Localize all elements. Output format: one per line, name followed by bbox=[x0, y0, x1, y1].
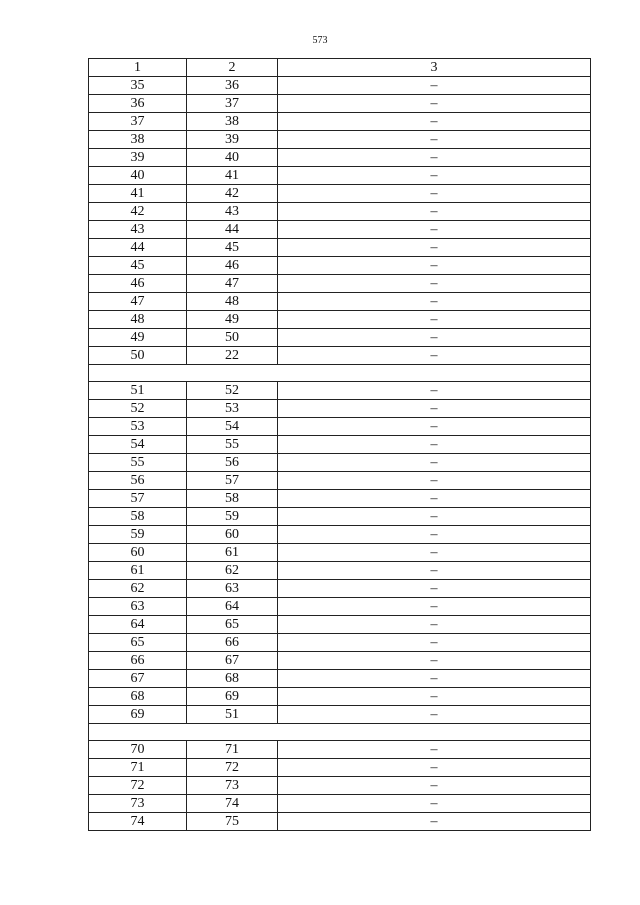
table-cell-col1: 46 bbox=[89, 275, 187, 293]
table-cell-col1: 51 bbox=[89, 382, 187, 400]
table-cell-col3: – bbox=[278, 634, 591, 652]
page-number: 573 bbox=[312, 35, 328, 46]
table-cell-col2: 52 bbox=[187, 382, 278, 400]
table-cell-col1: 58 bbox=[89, 508, 187, 526]
table-cell-col1: 36 bbox=[89, 95, 187, 113]
table-cell-col3: – bbox=[278, 167, 591, 185]
table-row bbox=[89, 149, 591, 167]
table-cell-col2: 38 bbox=[187, 113, 278, 131]
table-cell-col3: – bbox=[278, 472, 591, 490]
table-cell-col2: 57 bbox=[187, 472, 278, 490]
table-cell-col3: – bbox=[278, 329, 591, 347]
table-cell-col3: – bbox=[278, 436, 591, 454]
table-row bbox=[89, 813, 591, 831]
table-row bbox=[89, 741, 591, 759]
table-row bbox=[89, 580, 591, 598]
table-cell-col1: 69 bbox=[89, 706, 187, 724]
table-cell-col2: 41 bbox=[187, 167, 278, 185]
table-cell-col2: 68 bbox=[187, 670, 278, 688]
table-cell-col2: 60 bbox=[187, 526, 278, 544]
table-cell-col2: 62 bbox=[187, 562, 278, 580]
table-row bbox=[89, 472, 591, 490]
table-cell-col1: 63 bbox=[89, 598, 187, 616]
table-cell-col2: 63 bbox=[187, 580, 278, 598]
table-cell-col2: 75 bbox=[187, 813, 278, 831]
table-cell-col3: – bbox=[278, 149, 591, 167]
group-separator-row bbox=[89, 724, 591, 741]
table-cell-col3: – bbox=[278, 759, 591, 777]
table-cell-col3: – bbox=[278, 257, 591, 275]
table-cell-col1: 65 bbox=[89, 634, 187, 652]
table-cell-col3: – bbox=[278, 454, 591, 472]
table-cell-col3: – bbox=[278, 652, 591, 670]
table-row bbox=[89, 113, 591, 131]
table-cell-col2: 53 bbox=[187, 400, 278, 418]
table-cell-col2: 46 bbox=[187, 257, 278, 275]
table-cell-col1: 59 bbox=[89, 526, 187, 544]
table-cell-col3: – bbox=[278, 670, 591, 688]
table-cell-col1: 61 bbox=[89, 562, 187, 580]
table-cell-col2: 37 bbox=[187, 95, 278, 113]
table-cell-col2: 48 bbox=[187, 293, 278, 311]
table-cell-col2: 39 bbox=[187, 131, 278, 149]
table-cell-col2: 56 bbox=[187, 454, 278, 472]
table-row bbox=[89, 670, 591, 688]
table-cell-col3: – bbox=[278, 311, 591, 329]
table-cell-col3: – bbox=[278, 544, 591, 562]
table-row bbox=[89, 239, 591, 257]
table-cell-col2: 42 bbox=[187, 185, 278, 203]
table-cell-col2: 54 bbox=[187, 418, 278, 436]
table-cell-col3: – bbox=[278, 741, 591, 759]
table-cell-col3: – bbox=[278, 562, 591, 580]
table-row bbox=[89, 795, 591, 813]
table-row bbox=[89, 185, 591, 203]
table-cell-col1: 64 bbox=[89, 616, 187, 634]
header-cell-1: 1 bbox=[89, 59, 187, 77]
table-cell-col1: 48 bbox=[89, 311, 187, 329]
table-cell-col1: 73 bbox=[89, 795, 187, 813]
table-cell-col1: 74 bbox=[89, 813, 187, 831]
table-row bbox=[89, 400, 591, 418]
table-cell-col1: 37 bbox=[89, 113, 187, 131]
table-cell-col1: 47 bbox=[89, 293, 187, 311]
table-cell-col2: 47 bbox=[187, 275, 278, 293]
table-cell-col1: 62 bbox=[89, 580, 187, 598]
table-row bbox=[89, 706, 591, 724]
table-cell-col1: 40 bbox=[89, 167, 187, 185]
table-cell-col2: 55 bbox=[187, 436, 278, 454]
table-cell-col3: – bbox=[278, 239, 591, 257]
table-cell-col3: – bbox=[278, 203, 591, 221]
table-cell-col1: 39 bbox=[89, 149, 187, 167]
table-row bbox=[89, 131, 591, 149]
table-cell-col2: 71 bbox=[187, 741, 278, 759]
table-row bbox=[89, 454, 591, 472]
table-cell-col3: – bbox=[278, 616, 591, 634]
table-row bbox=[89, 329, 591, 347]
table-cell-col1: 71 bbox=[89, 759, 187, 777]
table-cell-col2: 64 bbox=[187, 598, 278, 616]
table-cell-col2: 72 bbox=[187, 759, 278, 777]
table-row bbox=[89, 634, 591, 652]
table-cell-col3: – bbox=[278, 221, 591, 239]
table-row bbox=[89, 257, 591, 275]
table-cell-col1: 50 bbox=[89, 347, 187, 365]
table-cell-col1: 38 bbox=[89, 131, 187, 149]
table-cell-col2: 66 bbox=[187, 634, 278, 652]
table-cell-col2: 59 bbox=[187, 508, 278, 526]
table-cell-col3: – bbox=[278, 95, 591, 113]
table-cell-col1: 45 bbox=[89, 257, 187, 275]
table-row bbox=[89, 311, 591, 329]
table-cell-col1: 42 bbox=[89, 203, 187, 221]
table-cell-col3: – bbox=[278, 688, 591, 706]
table-row bbox=[89, 436, 591, 454]
table-cell-col3: – bbox=[278, 347, 591, 365]
table-cell-col2: 44 bbox=[187, 221, 278, 239]
table-cell-col2: 73 bbox=[187, 777, 278, 795]
table-row bbox=[89, 616, 591, 634]
table-row bbox=[89, 526, 591, 544]
table-cell-col2: 61 bbox=[187, 544, 278, 562]
table-cell-col2: 51 bbox=[187, 706, 278, 724]
table-cell-col1: 66 bbox=[89, 652, 187, 670]
table-cell-col3: – bbox=[278, 382, 591, 400]
table-row bbox=[89, 293, 591, 311]
table-cell-col3: – bbox=[278, 275, 591, 293]
table-cell-col2: 43 bbox=[187, 203, 278, 221]
table-cell-col1: 54 bbox=[89, 436, 187, 454]
table-cell-col3: – bbox=[278, 113, 591, 131]
table-cell-col3: – bbox=[278, 777, 591, 795]
table-cell-col1: 70 bbox=[89, 741, 187, 759]
table-cell-col1: 49 bbox=[89, 329, 187, 347]
table-row bbox=[89, 418, 591, 436]
table-row bbox=[89, 382, 591, 400]
table-cell-col3: – bbox=[278, 77, 591, 95]
table-cell-col1: 44 bbox=[89, 239, 187, 257]
group-separator-cell bbox=[89, 365, 591, 382]
table-cell-col1: 55 bbox=[89, 454, 187, 472]
header-row bbox=[89, 59, 591, 77]
table-row bbox=[89, 759, 591, 777]
table-row bbox=[89, 221, 591, 239]
table-cell-col1: 67 bbox=[89, 670, 187, 688]
table-cell-col1: 60 bbox=[89, 544, 187, 562]
table-cell-col3: – bbox=[278, 598, 591, 616]
table-cell-col3: – bbox=[278, 490, 591, 508]
table-cell-col1: 57 bbox=[89, 490, 187, 508]
group-separator-row bbox=[89, 365, 591, 382]
table-cell-col3: – bbox=[278, 706, 591, 724]
table-cell-col2: 40 bbox=[187, 149, 278, 167]
table-cell-col2: 22 bbox=[187, 347, 278, 365]
data-table bbox=[88, 58, 591, 831]
table-cell-col1: 68 bbox=[89, 688, 187, 706]
header-cell-2: 2 bbox=[187, 59, 278, 77]
table-cell-col1: 53 bbox=[89, 418, 187, 436]
table-cell-col1: 56 bbox=[89, 472, 187, 490]
table-cell-col1: 41 bbox=[89, 185, 187, 203]
table-cell-col2: 65 bbox=[187, 616, 278, 634]
table-row bbox=[89, 652, 591, 670]
table-cell-col3: – bbox=[278, 400, 591, 418]
table-cell-col3: – bbox=[278, 508, 591, 526]
table-cell-col1: 72 bbox=[89, 777, 187, 795]
table-cell-col1: 43 bbox=[89, 221, 187, 239]
table-row bbox=[89, 688, 591, 706]
table-cell-col2: 69 bbox=[187, 688, 278, 706]
table-row bbox=[89, 347, 591, 365]
table-cell-col2: 50 bbox=[187, 329, 278, 347]
table-cell-col3: – bbox=[278, 293, 591, 311]
table-cell-col2: 36 bbox=[187, 77, 278, 95]
table-row bbox=[89, 167, 591, 185]
table-cell-col3: – bbox=[278, 795, 591, 813]
table-row bbox=[89, 544, 591, 562]
table-row bbox=[89, 508, 591, 526]
table-row bbox=[89, 203, 591, 221]
table-row bbox=[89, 777, 591, 795]
table-row bbox=[89, 95, 591, 113]
table-row bbox=[89, 77, 591, 95]
table-cell-col3: – bbox=[278, 185, 591, 203]
table-cell-col2: 45 bbox=[187, 239, 278, 257]
group-separator-cell bbox=[89, 724, 591, 741]
table-cell-col2: 74 bbox=[187, 795, 278, 813]
table-cell-col3: – bbox=[278, 580, 591, 598]
table-cell-col3: – bbox=[278, 813, 591, 831]
table-cell-col2: 49 bbox=[187, 311, 278, 329]
table-row bbox=[89, 598, 591, 616]
table-body bbox=[89, 59, 591, 831]
table-cell-col3: – bbox=[278, 418, 591, 436]
table-cell-col1: 52 bbox=[89, 400, 187, 418]
table-cell-col1: 35 bbox=[89, 77, 187, 95]
table-row bbox=[89, 490, 591, 508]
table-row bbox=[89, 275, 591, 293]
table-row bbox=[89, 562, 591, 580]
table-cell-col2: 67 bbox=[187, 652, 278, 670]
table-cell-col3: – bbox=[278, 131, 591, 149]
table-cell-col3: – bbox=[278, 526, 591, 544]
header-cell-3: 3 bbox=[278, 59, 591, 77]
table-cell-col2: 58 bbox=[187, 490, 278, 508]
